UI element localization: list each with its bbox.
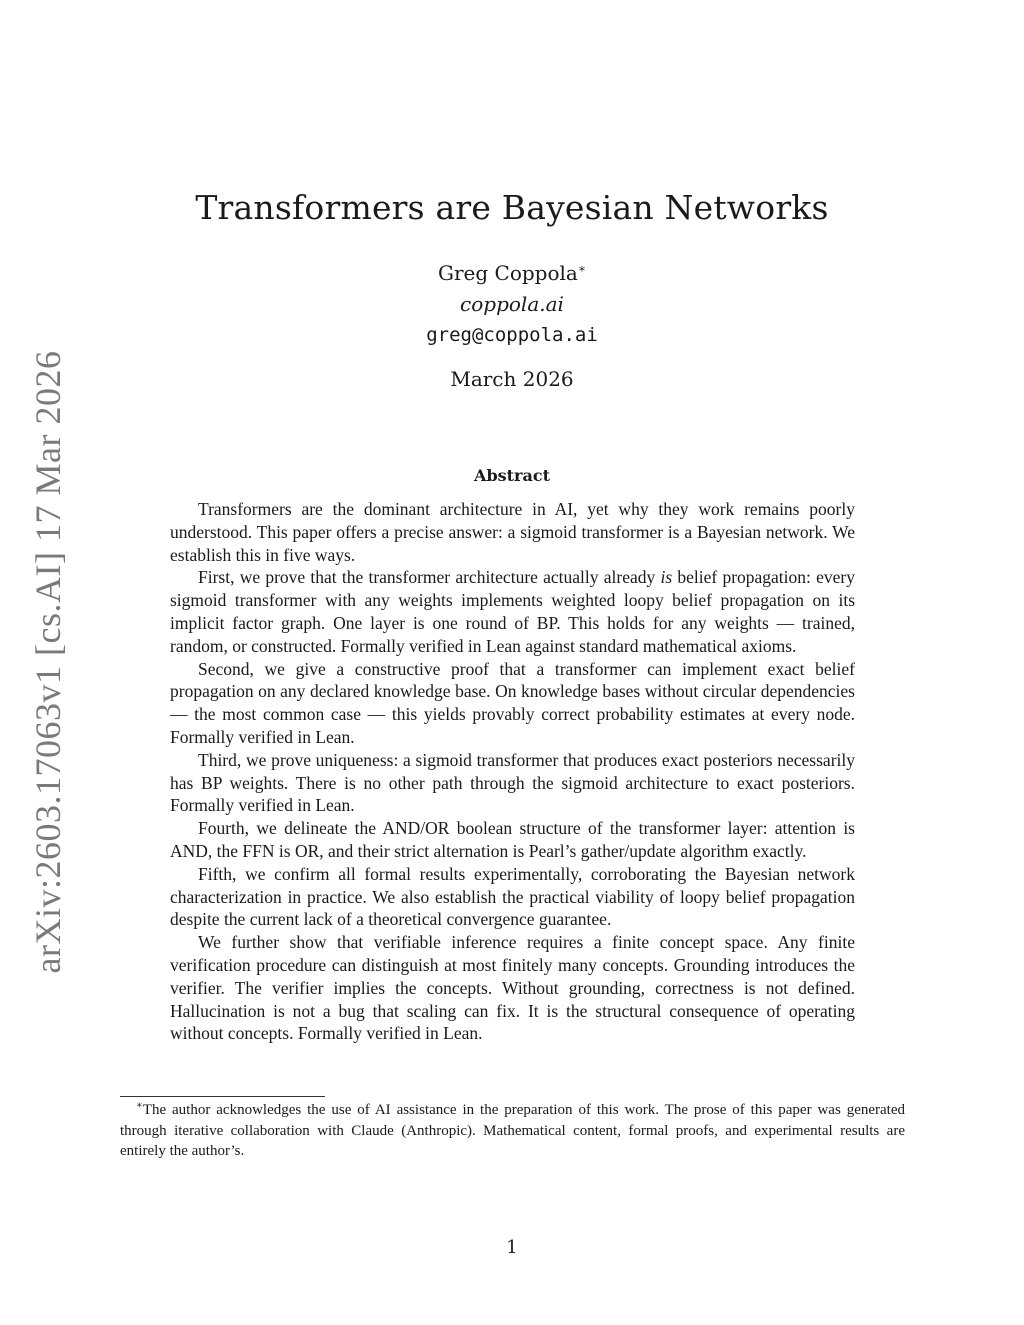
abstract-paragraph-5: Fourth, we delineate the AND/OR boolean structure of the transformer layer: attention is AND, the FFN is OR, and their strict alternation is Pearl’s gather/update algorithm exactly.: [170, 818, 855, 861]
author-footnote-mark[interactable]: ∗: [577, 261, 586, 276]
abstract-paragraph-2: [170, 566, 855, 657]
abstract-paragraph-1: Transformers are the dominant architecture in AI, yet why they work remains poorly understood. This paper offers a precise answer: a sigmoid transformer is a Bayesian network. We establish this in five ways.: [170, 499, 855, 565]
page-number: 1: [506, 1237, 518, 1258]
footnote-body: The author acknowledges the use of AI assistance in the preparation of this work. The prose of this paper was generated through iterative collaboration with Claude (Anthropic). Mathematical content, formal proofs, and experimental results are entirely the author’s.: [120, 1102, 905, 1159]
author-affiliation: coppola.ai: [460, 292, 564, 316]
author-block: [0, 258, 1024, 351]
abstract-paragraph-6: Fifth, we confirm all formal results experimentally, corroborating the Bayesian network characterization in practice. We also establish the practical viability of loopy belief propagation despite the current lack of a theoretical convergence guarantee.: [170, 863, 855, 930]
abstract-p2-start: First, we prove that the transformer architecture actually already: [198, 567, 661, 588]
arxiv-stamp[interactable]: arXiv:2603.17063v1 [cs.AI] 17 Mar 2026: [28, 350, 68, 974]
author-email[interactable]: greg@coppola.ai: [426, 324, 598, 346]
footnote: [120, 1100, 905, 1162]
paper-date: March 2026: [450, 367, 574, 391]
abstract-p2-emphasis: is: [660, 567, 673, 588]
abstract-body: [170, 498, 855, 1045]
abstract-heading: Abstract: [474, 466, 550, 485]
paper-title: Transformers are Bayesian Networks: [195, 188, 829, 227]
footnote-text: [120, 1100, 905, 1162]
abstract-paragraph-3: Second, we give a constructive proof that a transformer can implement exact belief propagation on any declared knowledge base. On knowledge bases without circular dependencies — the most common case — this yields provably correct probability estimates at every node. Formally verified in Lean.: [170, 658, 855, 747]
author-name: [0, 258, 1024, 289]
author-name-text: Greg Coppola: [438, 261, 578, 285]
abstract-paragraph-7: We further show that verifiable inference requires a finite concept space. Any finite verification procedure can distinguish at most finitely many concepts. Grounding introduces the verifier. The verifier implies the concepts. Without grounding, correctness is not defined. Hallucination is not a bug that scaling can fix. It is the structural consequence of operating without concepts. Formally verified in Lean.: [170, 932, 855, 1044]
abstract-p2-end: belief propagation: every sigmoid transformer with any weights implements weighted loopy belief propagation on its implicit factor graph. One layer is one round of BP. This holds for any weights — trained, random, or constructed. Formally verified in Lean against standard mathematical axioms.: [170, 567, 855, 656]
footnote-mark: ∗: [136, 1100, 143, 1111]
abstract-paragraph-4: Third, we prove uniqueness: a sigmoid transformer that produces exact posteriors necessarily has BP weights. There is no other path through the sigmoid architecture to exact posteriors. Formally verified in Lean.: [170, 749, 855, 816]
footnote-divider: [120, 1096, 325, 1097]
